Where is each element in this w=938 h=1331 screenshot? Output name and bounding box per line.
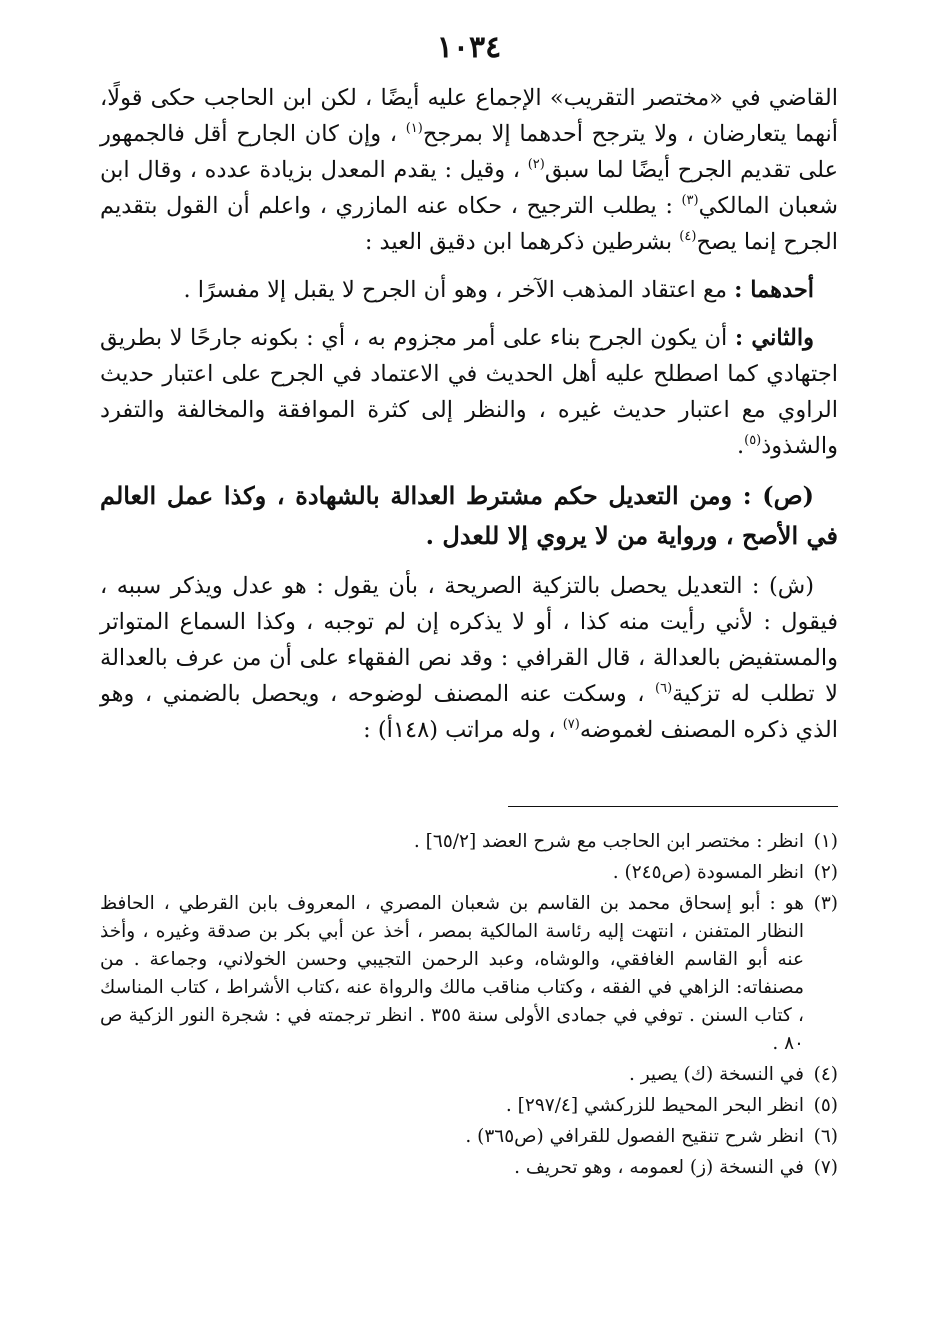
footnote-text: انظر البحر المحيط للزركشي [٢٩٧/٤] . xyxy=(505,1095,804,1116)
paragraph-1-text-e: بشرطين ذكرهما ابن دقيق العيد : xyxy=(364,229,680,255)
second-condition-text-b: . xyxy=(736,433,745,459)
sharh-text-a: (ش) : التعديل يحصل بالتزكية الصريحة ، بأن يقول : هو عدل ويذكر سببه ، فيقول : لأني رأيت منه كذا ، أو لا يذكره إن لم توجبه ، وكذا السماع المتواتر والمستفيض بالعدالة ، قال القرافي : وقد نص الفقهاء على أن من عرف بالعدالة لا تطلب له تزكية xyxy=(100,573,838,707)
first-condition-text: مع اعتقاد المذهب الآخر ، وهو أن الجرح لا يقبل إلا مفسرًا . xyxy=(183,277,735,303)
sharh-text-c: ، وله مراتب (١٤٨أ) : xyxy=(363,717,563,743)
footnote-number: (٦) xyxy=(813,1126,838,1147)
footnote-number: (٣) xyxy=(813,893,838,914)
footnote-4 xyxy=(100,1061,838,1089)
paragraph-1-text-d: : يطلب الترجيح ، حكاه عنه المازري ، واعلم أن القول بتقديم الجرح إنما يصح xyxy=(100,193,838,255)
footnote-ref-2: (٢) xyxy=(527,157,545,172)
footnote-text: هو : أبو إسحاق محمد بن القاسم بن شعبان المصري ، المعروف بابن القرطي ، الحافظ النظار المتفنن ، انتهت إليه رئاسة المالكية بمصر ، أخذ عن أبي بكر بن صدقة وغيره ، وأخذ عنه أبو القاسم الغافقي، والوشاه، وعبد الرحمن التجيبي وحسن الخولاني، وجماعة . من مصنفاته: الزاهي في الفقه ، وكتاب مناقب مالك والرواة عنه ،كتاب الأشراط ، كتاب المناسك ، كتاب السنن . توفي في جمادى الأولى سنة ٣٥٥ . انظر ترجمته في : شجرة النور الزكية ص ٨٠ . xyxy=(100,893,804,1054)
paragraph-1-text-a: القاضي في «مختصر التقريب» الإجماع عليه أيضًا ، لكن ابن الحاجب حكى قولًا، أنهما يتعارضان ، ولا يترجح أحدهما إلا بمرجح xyxy=(100,85,839,147)
footnote-number: (٥) xyxy=(813,1095,838,1116)
second-condition-text-a: أن يكون الجرح بناء على أمر مجزوم به ، أي : بكونه جارحًا لا بطريق اجتهادي كما اصطلح عليه أهل الحديث في الاعتماد في الجرح على اعتبار حديث الراوي مع اعتبار حديث غيره ، والنظر إلى كثرة الموافقة والمخالفة والتفرد والشذوذ xyxy=(100,325,838,459)
matn-paragraph: (ص) : ومن التعديل حكم مشترط العدالة بالشهادة ، وكذا عمل العالم في الأصح ، ورواية من لا يروي إلا للعدل . xyxy=(100,481,838,550)
footnote-ref-6: (٦) xyxy=(655,681,673,696)
paragraph-1 xyxy=(100,80,838,260)
footnote-6 xyxy=(100,1123,838,1151)
footnote-3 xyxy=(100,890,838,1058)
footnote-separator xyxy=(508,806,838,807)
footnote-number: (١) xyxy=(813,831,838,852)
paragraph-first-condition xyxy=(100,272,838,308)
footnote-text: انظر شرح تنقيح الفصول للقرافي (ص٣٦٥) . xyxy=(465,1126,804,1147)
footnote-number: (٧) xyxy=(813,1157,838,1178)
footnote-ref-4: (٤) xyxy=(679,229,697,244)
footnote-text: في النسخة (ك) يصير . xyxy=(628,1064,804,1085)
paragraph-1-text-c: ، وقيل : يقدم المعدل بزيادة عدده ، وقال ابن شعبان المالكي xyxy=(100,157,838,219)
footnote-5 xyxy=(100,1092,838,1120)
footnote-ref-3: (٣) xyxy=(681,193,699,208)
footnote-7 xyxy=(100,1154,838,1182)
footnote-text: في النسخة (ز) لعمومه ، وهو تحريف . xyxy=(514,1157,804,1178)
second-condition-heading: والثاني : xyxy=(734,325,814,351)
main-text xyxy=(100,80,838,760)
footnote-number: (٤) xyxy=(813,1064,838,1085)
footnote-text: انظر المسودة (ص٢٤٥) . xyxy=(612,862,804,883)
footnote-ref-5: (٥) xyxy=(744,433,762,448)
sharh-paragraph xyxy=(100,568,838,748)
sharh-text-b: ، وسكت عنه المصنف لوضوحه ، ويحصل بالضمني ، وهو الذي ذكره المصنف لغموضه xyxy=(100,681,838,743)
footnote-text: انظر : مختصر ابن الحاجب مع شرح العضد [٦٥/٢] . xyxy=(413,831,804,852)
footnotes xyxy=(100,828,838,1185)
paragraph-1-text-b: ، وإن كان الجارح أقل فالجمهور على تقديم الجرح أيضًا لما سبق xyxy=(100,121,838,183)
page-number: ١٠٣٤ xyxy=(436,30,502,65)
footnote-2 xyxy=(100,859,838,887)
first-condition-heading: أحدهما : xyxy=(734,277,814,303)
footnote-ref-1: (١) xyxy=(405,121,423,136)
paragraph-second-condition xyxy=(100,320,838,464)
footnote-1 xyxy=(100,828,838,856)
footnote-ref-7: (٧) xyxy=(562,717,580,732)
footnote-number: (٢) xyxy=(813,862,838,883)
